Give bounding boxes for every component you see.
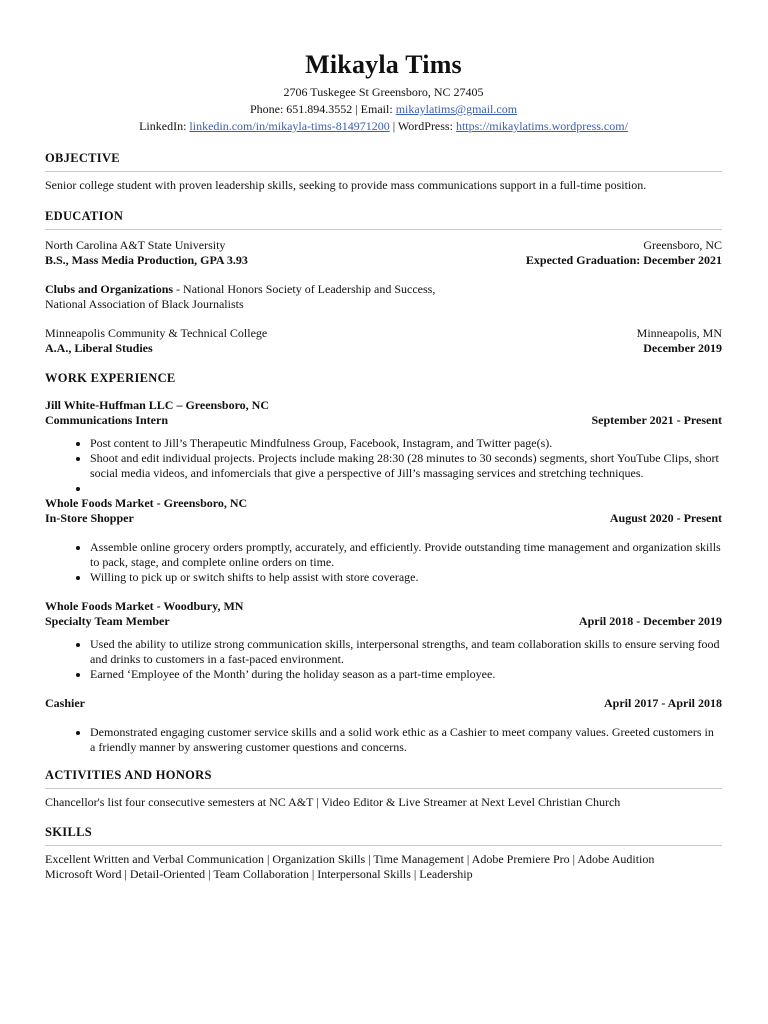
job-date: September 2021 - Present: [591, 413, 722, 427]
contact-block: [45, 84, 722, 135]
wordpress-link[interactable]: https://mikaylatims.wordpress.com/: [455, 119, 628, 133]
activities-text: Chancellor's list four consecutive semesters at NC A&T | Video Editor & Live Streamer at Next Level Christian Church: [45, 795, 621, 809]
job-date: April 2017 - April 2018: [603, 696, 722, 710]
skills-line-1: Excellent Written and Verbal Communication | Organization Skills | Time Management | Adobe Premiere Pro | Adobe Audition: [45, 852, 655, 866]
school-location: Greensboro, NC: [643, 238, 722, 252]
bullet-item-empty: [90, 481, 722, 496]
address: 2706 Tuskegee St Greensboro, NC 27405: [283, 85, 484, 99]
role-row: [45, 413, 722, 428]
job-role: Cashier: [45, 696, 85, 710]
bullet-item: • Demonstrated engaging customer service skills and a solid work ethic as a Cashier to meet company values. Greeted customers in a friendly manner by answering customer questions and concerns.: [90, 725, 722, 755]
phone-number: 651.894.3552: [286, 102, 353, 116]
bullet-item: • Used the ability to utilize strong communication skills, interpersonal strengths, and team collaboration skills to ensure serving food and drinks to customers in a fast-paced environment.: [90, 637, 722, 667]
degree-row: [45, 253, 722, 268]
clubs-organizations: [45, 282, 722, 312]
education-body: [45, 238, 722, 356]
employer: Whole Foods Market - Greensboro, NC: [45, 496, 248, 510]
job-date: April 2018 - December 2019: [578, 614, 722, 628]
role-row: [45, 511, 722, 526]
resume-page: [45, 0, 722, 882]
work-body: [45, 398, 722, 755]
bullet-item: • Post content to Jill’s Therapeutic Mindfulness Group, Facebook, Instagram, and Twitter page(s).: [90, 436, 722, 451]
bullet-item: • Shoot and edit individual projects. Projects include making 28:30 (28 minutes to 30 seconds) segments, short YouTube Clips, short social media videos, and infomercials that give a perspective of Jill’s massaging services and stretching techniques.: [90, 451, 722, 481]
bullet-item: • Assemble online grocery orders promptly, accurately, and efficiently. Provide outstanding time management and organization skills to pack, stage, and complete online orders on time.: [90, 540, 722, 570]
skills-line-2: Microsoft Word | Detail-Oriented | Team Collaboration | Interpersonal Skills | Leadership: [45, 867, 473, 881]
linkedin-label: LinkedIn:: [139, 119, 190, 133]
school-row: [45, 326, 722, 341]
job-bullets: [45, 637, 722, 682]
school-name: Minneapolis Community & Technical College: [45, 326, 268, 340]
school-name: North Carolina A&T State University: [45, 238, 226, 252]
clubs-line-2: National Association of Black Journalists: [45, 297, 244, 311]
linkedin-link[interactable]: linkedin.com/in/mikayla-tims-814971200: [189, 119, 390, 133]
employer: Whole Foods Market - Woodbury, MN: [45, 599, 244, 613]
role-row: [45, 614, 722, 629]
wordpress-label: | WordPress:: [389, 119, 456, 133]
phone-label: Phone:: [249, 102, 287, 116]
skills-heading: SKILLS: [45, 825, 722, 846]
degree: B.S., Mass Media Production, GPA 3.93: [45, 253, 248, 267]
job-bullets: [45, 436, 722, 496]
objective-text: Senior college student with proven leadership skills, seeking to provide mass communications support in a full-time position.: [45, 178, 647, 192]
activities-heading: ACTIVITIES AND HONORS: [45, 768, 722, 789]
degree-row: [45, 341, 722, 356]
phone-email-line: [45, 101, 722, 118]
email-link[interactable]: mikaylatims@gmail.com: [395, 102, 518, 116]
school-location: Minneapolis, MN: [636, 326, 722, 340]
job-role: Communications Intern: [45, 413, 169, 427]
education-heading: EDUCATION: [45, 209, 722, 230]
role-row: [45, 696, 722, 711]
bullet-item: • Earned ‘Employee of the Month’ during the holiday season as a part-time employee.: [90, 667, 722, 682]
clubs-line-1: - National Honors Society of Leadership and Success,: [173, 282, 436, 296]
links-line: [45, 118, 722, 135]
job-role: Specialty Team Member: [45, 614, 170, 628]
school-row: [45, 238, 722, 253]
job-bullets: [45, 725, 722, 755]
email-label: | Email:: [352, 102, 396, 116]
work-heading: WORK EXPERIENCE: [45, 371, 176, 385]
job-bullets: [45, 540, 722, 585]
skills-body: [45, 852, 722, 882]
bullet-item: • Willing to pick up or switch shifts to help assist with store coverage.: [90, 570, 722, 585]
resume-name: Mikayla Tims: [305, 50, 462, 79]
clubs-label: Clubs and Organizations: [45, 282, 174, 296]
job-role: In-Store Shopper: [45, 511, 134, 525]
objective-heading: OBJECTIVE: [45, 151, 722, 172]
graduation-date: Expected Graduation: December 2021: [525, 253, 722, 267]
job-date: August 2020 - Present: [609, 511, 722, 525]
graduation-date: December 2019: [643, 341, 722, 355]
employer: Jill White-Huffman LLC – Greensboro, NC: [45, 398, 270, 412]
degree: A.A., Liberal Studies: [45, 341, 153, 355]
